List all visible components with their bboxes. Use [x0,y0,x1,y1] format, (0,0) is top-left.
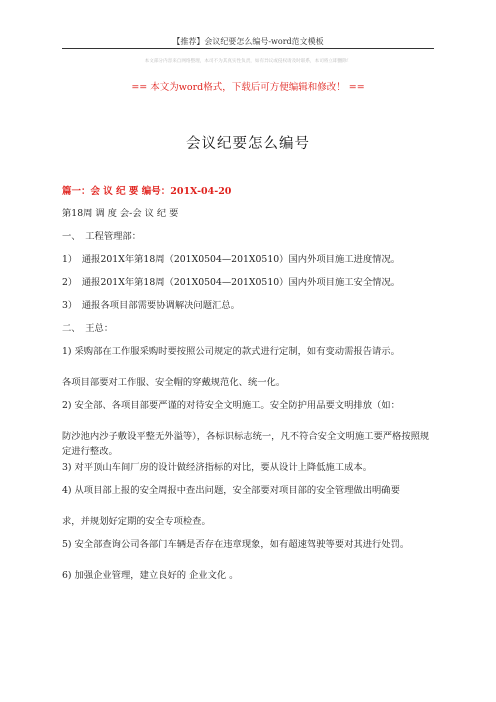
paragraph-item: 2) 安全部、各项目部要严谨的对待安全文明施工。安全防护用品要文明排放（如： [62,400,400,411]
paragraph-item: 2） 通报201X年第18周（201X0504—201X0510）国内外项目施工安全情况。 [62,277,401,288]
page-header-title: 【推荐】会议纪要怎么编号-word范文模板 [172,37,324,46]
document-title: 会议纪要怎么编号 [186,136,310,152]
paragraph-item: 6) 加强企业管理，建立良好的 企业文化 。 [62,570,239,581]
paragraph-speaker-heading: 二、 王总： [62,323,114,334]
paragraph-item: 5) 安全部查询公司各部门车辆是否存在违章现象，如有超速驾驶等要对其进行处罚。 [62,539,410,550]
paragraph-item: 1) 采购部在工作服采购时要按照公司规定的款式进行定制，如有变动需报告请示。 [62,346,400,357]
paragraph-item: 防沙池内沙子敷设平整无外溢等），各标识标志统一，凡不符合安全文明施工要严格按照规定进行整改。 [62,431,430,457]
paragraph-item: 各项目部要对工作服、安全帽的穿戴规范化、统一化。 [62,377,286,388]
paragraph-meeting-name: 第18周 调 度 会-会 议 纪 要 [62,208,179,219]
disclaimer-text: 本文部分内容来自网络整理，本司不为其真实性负责，如有异议或侵权请及时联系，本司将立即删除！ [144,59,352,64]
section-heading: 篇一：会 议 纪 要 编号：201X-04-20 [62,186,232,197]
paragraph-item: 3） 通报各项目部需要协调解决问题汇总。 [62,300,240,311]
header-divider [62,48,434,49]
paragraph-item: 3) 对平顶山车间厂房的设计做经济指标的对比，要从设计上降低施工成本。 [62,462,372,473]
paragraph-item: 1） 通报201X年第18周（201X0504—201X0510）国内外项目施工进度情况。 [62,254,401,265]
format-notice: == 本文为word格式，下载后可方便编辑和修改！ == [131,82,365,93]
paragraph-item: 4) 从项目部上报的安全周报中查出问题，安全部要对项目部的安全管理做出明确要 [62,485,400,496]
paragraph-dept-heading: 一、 工程管理部： [62,231,142,242]
paragraph-item: 求，并规划好定期的安全专项检查。 [62,516,211,527]
